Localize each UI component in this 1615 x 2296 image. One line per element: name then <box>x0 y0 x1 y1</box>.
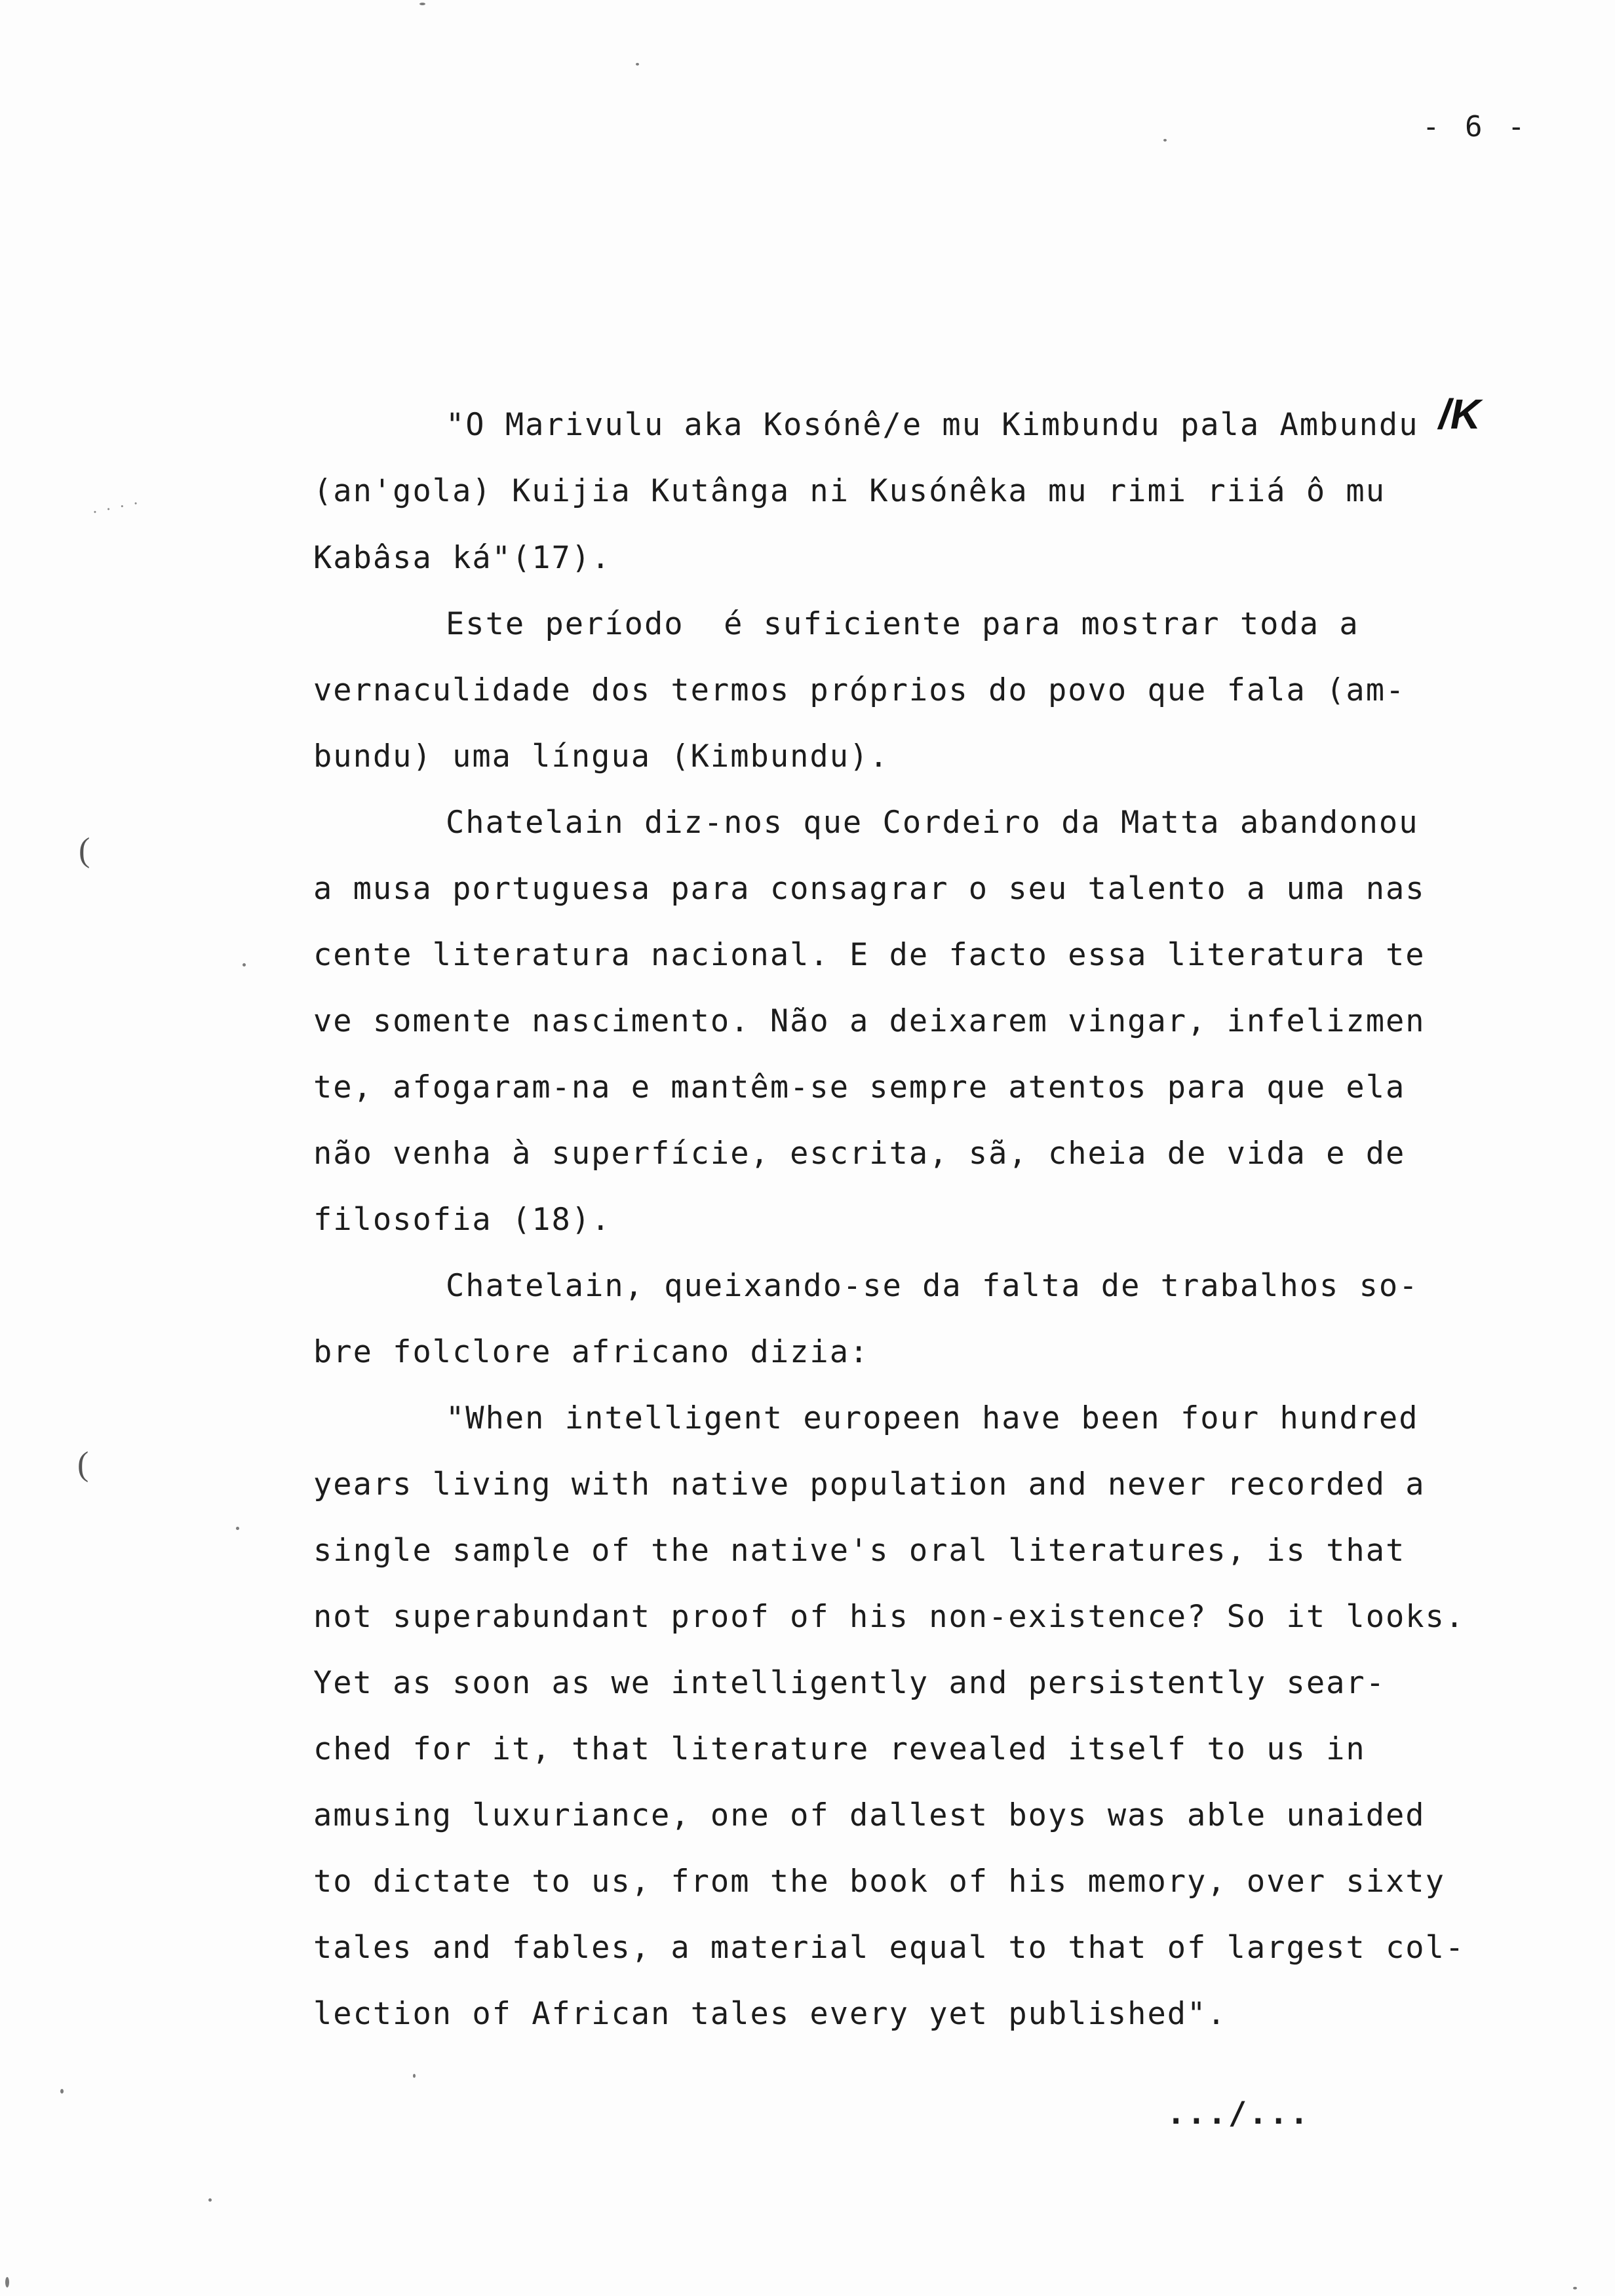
text-line: Este período é suficiente para mostrar toda a <box>446 606 1359 642</box>
text-line: not superabundant proof of his non-existence? So it looks. <box>313 1599 1466 1635</box>
text-line: bre folclore africano dizia: <box>313 1334 870 1370</box>
continuation-marker: .../... <box>1167 2095 1311 2132</box>
text-line: te, afogaram-na e mantêm-se sempre atentos para que ela <box>313 1069 1406 1105</box>
text-line: vernaculidade dos termos próprios do povo que fala (am- <box>313 672 1406 708</box>
text-line: "When intelligent europeen have been four hundred <box>446 1400 1419 1436</box>
text-line: filosofia (18). <box>313 1202 612 1238</box>
scan-speck <box>208 2198 212 2202</box>
page-number: - 6 - <box>1422 110 1529 144</box>
text-line: ched for it, that literature revealed itself to us in <box>313 1731 1366 1767</box>
margin-correction-mark: /K <box>1439 391 1481 438</box>
scan-speck <box>419 3 425 5</box>
scan-speck <box>1573 2287 1577 2289</box>
text-line: amusing luxuriance, one of dallest boys was able unaided <box>313 1797 1426 1833</box>
text-line: years living with native population and never recorded a <box>313 1466 1426 1502</box>
faint-pencil-mark: · · · · <box>90 493 143 522</box>
scan-speck <box>1163 139 1167 142</box>
text-line: cente literatura nacional. E de facto essa literatura te <box>313 937 1426 973</box>
text-line: ve somente nascimento. Não a deixarem vingar, infelizmen <box>313 1003 1426 1039</box>
scan-speck <box>5 2277 9 2287</box>
text-line: lection of African tales every yet published". <box>313 1996 1227 2032</box>
text-line: não venha à superfície, escrita, sã, cheia de vida e de <box>313 1136 1406 1172</box>
scan-speck <box>60 2089 64 2094</box>
text-line: single sample of the native's oral literatures, is that <box>313 1533 1406 1569</box>
text-line: bundu) uma língua (Kimbundu). <box>313 738 889 775</box>
text-line: (an'gola) Kuijia Kutânga ni Kusónêka mu rimi riiá ô mu <box>313 473 1386 509</box>
text-line: tales and fables, a material equal to that of largest col- <box>313 1930 1466 1966</box>
text-line: Chatelain, queixando-se da falta de trabalhos so- <box>446 1268 1419 1304</box>
scan-speck <box>413 2074 416 2078</box>
scan-speck <box>236 1527 239 1530</box>
scan-speck <box>243 963 246 966</box>
scan-paren-mark: ( <box>79 832 90 869</box>
text-line: to dictate to us, from the book of his memory, over sixty <box>313 1864 1445 1900</box>
text-line: Yet as soon as we intelligently and persistently sear- <box>313 1665 1386 1701</box>
text-line: "O Marivulu aka Kosónê/e mu Kimbundu pala Ambundu <box>446 407 1419 443</box>
text-line: Kabâsa ká"(17). <box>313 540 612 576</box>
scan-paren-mark: ( <box>77 1445 89 1483</box>
text-line: Chatelain diz-nos que Cordeiro da Matta abandonou <box>446 805 1419 841</box>
text-line: a musa portuguesa para consagrar o seu talento a uma nas <box>313 871 1426 907</box>
scan-speck <box>636 63 639 66</box>
